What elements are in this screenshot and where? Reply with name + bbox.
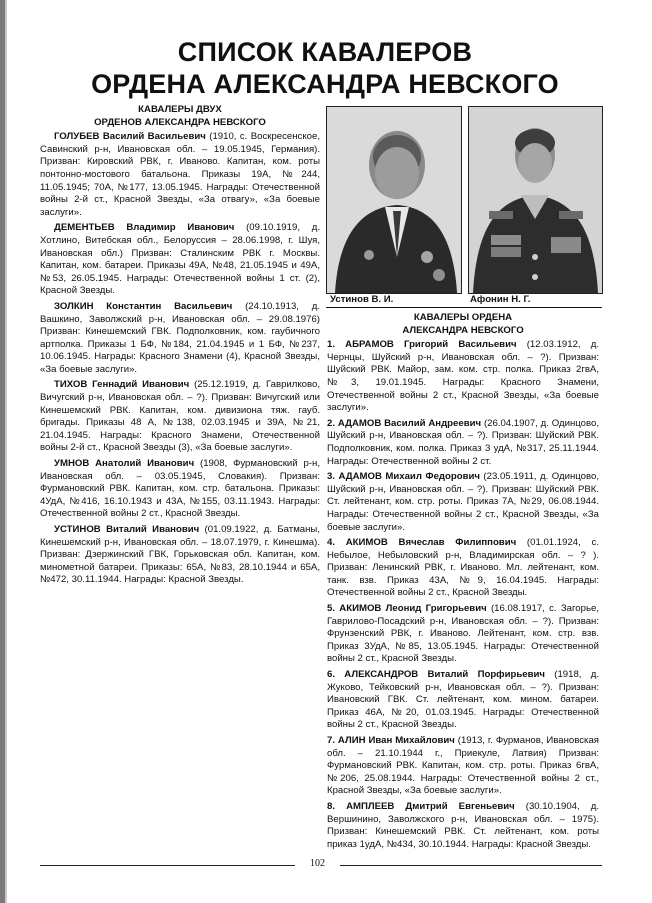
entry-text: (12.03.1912, д. Чернцы, Шуйский р-н, Ивановская обл. – ?). Призван: Шуйский РВК. Майор, зам. ком. стр. полка. Приказ 2гвА, №3, 19.01.1945. Награды: Красного Знамени, Отечественной войны 2 ст., Красной Звезды, «За боевые заслуги». <box>327 339 599 414</box>
right-entry <box>327 471 599 534</box>
right-entry <box>327 603 599 666</box>
right-entry <box>327 418 599 468</box>
entry-name: УСТИНОВ Виталий Иванович <box>54 524 200 535</box>
entry-name: 2. АДАМОВ Василий Андреевич <box>327 417 482 429</box>
entry-name: 5. АКИМОВ Леонид Григорьевич <box>327 603 487 615</box>
entry-text: (1908, Фурмановский р-н, Ивановская обл. – 03.05.1945, Словакия). Призван: Фурмановский РВК. Капитан, ком. стр. батальона. Приказы: 4УдА, №416, 16.10.1943 и 43А, №155, 03.11.1943. Награды: Отечественной войны 2 ст., Красной Звезды. <box>40 458 320 520</box>
entry-text: (23.05.1911, д. Одинцово, Шуйский р-н, Ивановская обл. – ?). Призван: Шуйский РВК. Ст. лейтенант, ком. стр. роты. Приказ 7А, №29, 06.08.1944. Награды: Отечественной войны 2 ст., Красной Звезды, «За боевые заслуги». <box>327 471 599 533</box>
left-entry <box>40 458 320 521</box>
page-number: 102 <box>310 858 325 869</box>
portrait-photo-ustinov <box>326 106 462 294</box>
right-entry <box>327 735 599 798</box>
entry-name: 6. АЛЕКСАНДРОВ Виталий Порфирьевич <box>327 669 545 681</box>
page-edge-shadow <box>5 0 7 903</box>
entry-text: (16.08.1917, с. Загорье, Гаврилово-Посадский р-н, Ивановская обл. – ?). Призван: Фрунзенский РВК, г. Иваново. Лейтенант, ком. стр. взв. Приказ 3УдА, №85, 13.05.1945. Награды: Отечественной войны 2 ст., Красной Звезды. <box>327 603 599 665</box>
entry-name: 8. АМПЛЕЕВ Дмитрий Евгеньевич <box>327 800 515 812</box>
portrait-photo-afonin <box>468 106 603 294</box>
right-entry <box>327 339 599 415</box>
left-entry <box>40 379 320 455</box>
entry-text: (1913, г. Фурманов, Ивановская обл. – 21.10.1944 г., Приекуле, Латвия) Призван: Фурмановский РВК. Капитан, ком. стр. роты. Приказ 6гвА, №206, 25.08.1944. Награды: Отечественной войны 2 ст., Красной Звезды, «За боевые заслуги». <box>327 735 599 797</box>
section-divider <box>326 307 602 308</box>
footer-rule-right <box>340 865 602 866</box>
entry-text: (24.10.1913, д. Вашкино, Заволжский р-н, Ивановская обл. – 29.08.1976) Призван: Кинешемский ГВК. Подполковник, ком. гаубичного артполка. Приказы 1 БФ, №184, 21.04.1945 и 1 БФ, №237, 10.06.1945. Награды: Красного Знамени (4), Красной Звезды, «За боевые заслуги». <box>40 300 320 375</box>
left-entry <box>40 301 320 377</box>
footer-rule-left <box>40 865 295 866</box>
page-title <box>40 36 610 100</box>
right-heading-line-2: АЛЕКСАНДРА НЕВСКОГО <box>402 324 524 336</box>
photo-caption-2: Афонин Н. Г. <box>470 294 531 305</box>
entry-text: (1910, с. Воскресенское, Савинский р-н, Ивановская обл. – 19.05.1945, Германия). Призван: Кировский РВК, г. Иваново. Капитан, ком. роты понтонно-мостового батальона. Приказы 19А, №244, 11.05.1945; 70А, №177, 13.05.1945. Награды: Отечественной войны 2-й ст., Красной Звезды, «За отвагу», «За боевые заслуги». <box>40 131 320 218</box>
entry-name: ТИХОВ Геннадий Иванович <box>54 379 190 391</box>
entry-name: ЗОЛКИН Константин Васильевич <box>54 300 233 312</box>
entry-text: (09.10.1919, д. Хотлино, Витебская обл., Белоруссия – 28.06.1998, г. Шуя, Ивановская обл.) Призван: Сталинским РВК г. Москвы. Капитан, ком. батареи. Приказы 49А, №48, 21.05.1945 и 49А, №53, 26.05.1945. Награды: Отечественной войны 1 ст. (2), Красной Звезды. <box>40 222 320 297</box>
right-column <box>327 312 599 854</box>
entry-text: (26.04.1907, д. Одинцово, Шуйский р-н, Ивановская обл. – ?). Призван: Шуйский РВК. Подполковник, ком. полка. Приказ 3 удА, №317, 25.11.1944. Награды: Отечественной войны 2 ст. <box>327 417 600 467</box>
portrait-image-1 <box>327 107 461 293</box>
entry-text: (30.10.1904, д. Вершинино, Заволжского р-н, Ивановская обл. – 1975). Призван: Кинешемский РВК. Ст. лейтенант, ком. роты приказ 1удА, №434, 30.10.1944. Награды: Красной Звезды. <box>327 800 599 850</box>
left-entry <box>40 524 320 587</box>
entry-text: (1918, д. Жуково, Тейковский р-н, Ивановская обл. – ?). Призван: Ивановский ГВК. Ст. лейтенант, ком. мином. батареи. Приказ 46А, №20, 01.03.1945. Награды: Отечественной войны 2 ст., Красной Звезды. <box>327 669 599 731</box>
entry-text: (25.12.1919, д. Гаврилково, Вичугский р-н, Ивановская обл. – ?). Призван: Вичугский или Кинешемский РВК. Капитан, ком. дивизиона тяж. гауб. бригады. Приказы 48 А, №138, 02.03.1945 и 39А, №21, 21.04.1945. Награды: Красного Знамени, Отечественной войны 2-й ст., Красной Звезды (3), «За боевые заслуги». <box>40 379 320 454</box>
left-entry <box>40 131 320 219</box>
title-line-2: ОРДЕНА АЛЕКСАНДРА НЕВСКОГО <box>91 69 559 99</box>
right-heading-line-1: КАВАЛЕРЫ ОРДЕНА <box>413 312 513 323</box>
entry-name: УМНОВ Анатолий Иванович <box>54 458 195 470</box>
right-section-heading <box>327 312 599 337</box>
entry-name: 4. АКИМОВ Вячеслав Филиппович <box>327 537 517 549</box>
left-section-heading <box>40 104 320 129</box>
entry-name: ДЕМЕНТЬЕВ Владимир Иванович <box>54 222 235 234</box>
left-column <box>40 104 320 590</box>
entry-name: 7. АЛИН Иван Михайлович <box>327 735 455 746</box>
right-entry <box>327 669 599 732</box>
left-heading-line-2: ОРДЕНОВ АЛЕКСАНДРА НЕВСКОГО <box>94 116 266 128</box>
photo-caption-1: Устинов В. И. <box>330 294 394 305</box>
left-heading-line-1: КАВАЛЕРЫ ДВУХ <box>138 104 222 115</box>
entry-text: (01.09.1922, д. Батманы, Кинешемский р-н, Ивановская обл. – 18.07.1979, г. Кинешма). Призван: Дзержинский ГВК, Горьковская обл. Капитан, ком. минометной батареи. Приказы: 65А, №83, 28.10.1944 и 65А, №472, 30.11.1944. Награды: Красной Звезды. <box>40 524 320 586</box>
entry-name: 3. АДАМОВ Михаил Федорович <box>327 471 480 483</box>
right-entry <box>327 801 599 851</box>
portrait-image-2 <box>469 107 602 293</box>
entry-name: ГОЛУБЕВ Василий Васильевич <box>54 131 206 143</box>
title-line-1: СПИСОК КАВАЛЕРОВ <box>177 37 473 67</box>
left-entry <box>40 222 320 298</box>
entry-name: 1. АБРАМОВ Григорий Васильевич <box>327 339 517 351</box>
entry-text: (01.01.1924, с. Небылое, Небыловский р-н, Владимирская обл. – ? ). Призван: Ленинский РВК, г. Иваново. Мл. лейтенант, ком. танк. взв. Приказ 43А, №9, 16.04.1945. Награды: Отечественной войны 2 ст., Красной Звезды. <box>327 537 600 599</box>
right-entry <box>327 537 599 600</box>
portrait-photos <box>326 106 602 310</box>
